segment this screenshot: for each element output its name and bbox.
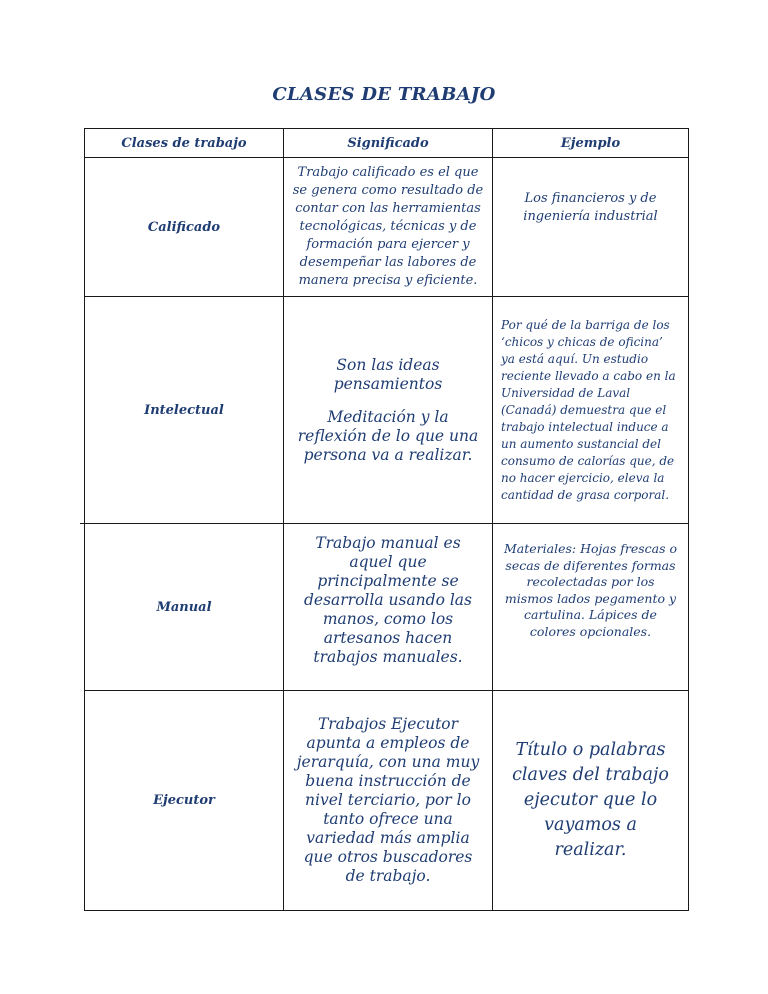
example-calificado: Los financieros y de ingeniería industrial (492, 157, 689, 297)
meaning-manual: Trabajo manual es aquel que principalmente se desarrolla usando las manos, como los artesanos hacen trabajos manuales. (283, 523, 493, 691)
meaning-ejecutor: Trabajos Ejecutor apunta a empleos de jerarquía, con una muy buena instrucción de nivel terciario, por lo tanto ofrece una variedad más amplia que otros buscadores de trabajo. (283, 690, 493, 911)
meaning-intelectual (283, 296, 493, 524)
header-ejemplo: Ejemplo (492, 128, 689, 158)
document-title: CLASES DE TRABAJO (272, 84, 496, 105)
example-ejecutor: Título o palabras claves del trabajo ejecutor que lo vayamos a realizar. (492, 690, 689, 911)
header-clases: Clases de trabajo (84, 128, 284, 158)
table-edge-mark (80, 523, 86, 524)
example-manual: Materiales: Hojas frescas o secas de diferentes formas recolectadas por los mismos lados pegamento y cartulina. Lápices de colores opcionales. (492, 523, 689, 691)
meaning-intelectual-line-2: Meditación y la reflexión de lo que una persona va a realizar. (297, 407, 479, 464)
row-name-intelectual: Intelectual (84, 296, 284, 524)
meaning-intelectual-line-1: Son las ideas pensamientos (333, 355, 443, 393)
row-name-ejecutor: Ejecutor (84, 690, 284, 911)
row-name-calificado: Calificado (84, 157, 284, 297)
row-name-manual: Manual (84, 523, 284, 691)
meaning-calificado: Trabajo calificado es el que se genera como resultado de contar con las herramientas tecnológicas, técnicas y de formación para ejercer y desempeñar las labores de manera precisa y eficiente. (283, 157, 493, 297)
example-intelectual: Por qué de la barriga de los ‘chicos y chicas de oficina’ ya está aquí. Un estudio reciente llevado a cabo en la Universidad de Laval (Canadá) demuestra que el trabajo intelectual induce a un aumento sustancial del consumo de calorías que, de no hacer ejercicio, eleva la cantidad de grasa corporal. (492, 296, 689, 524)
header-significado: Significado (283, 128, 493, 158)
